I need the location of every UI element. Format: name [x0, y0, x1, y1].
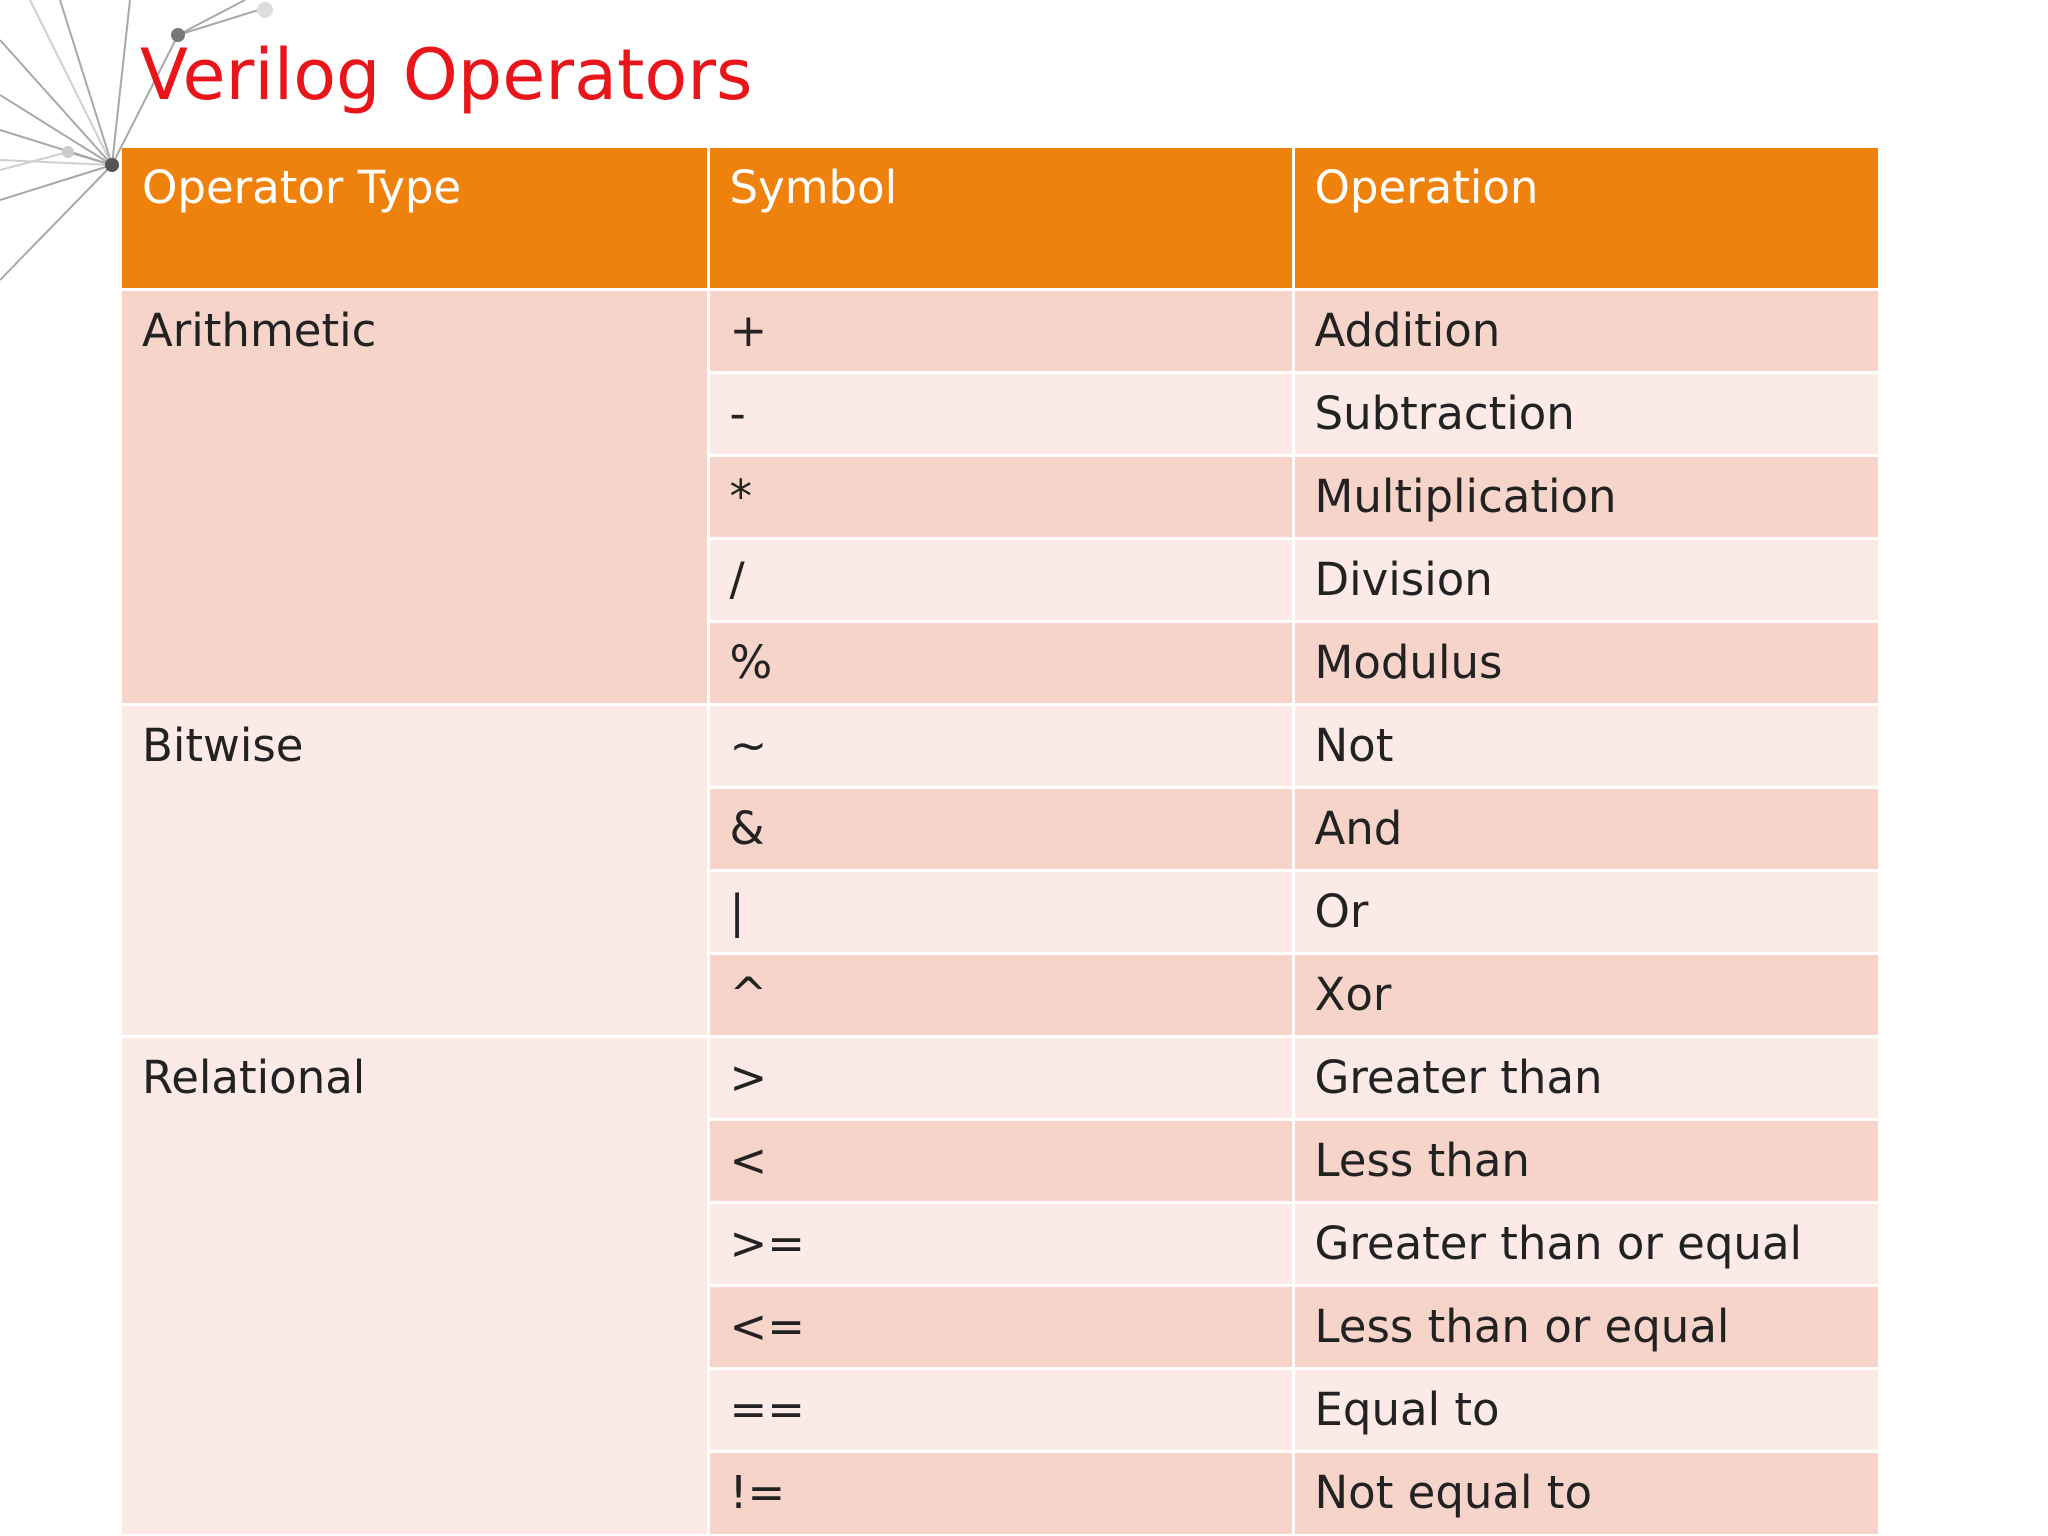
operator-type-arithmetic: Arithmetic: [122, 289, 708, 704]
operation-cell: Greater than: [1293, 1036, 1878, 1119]
slide-title: Verilog Operators: [140, 34, 753, 116]
operation-cell: Division: [1293, 538, 1878, 621]
symbol-cell: <=: [708, 1285, 1293, 1368]
symbol-cell: ==: [708, 1368, 1293, 1451]
operator-type-relational: Relational: [122, 1036, 708, 1534]
symbol-cell: +: [708, 289, 1293, 372]
symbol-cell: <: [708, 1119, 1293, 1202]
operation-cell: Or: [1293, 870, 1878, 953]
table-row: [122, 704, 1878, 787]
symbol-cell: &: [708, 787, 1293, 870]
symbol-cell: ^: [708, 953, 1293, 1036]
symbol-cell: -: [708, 372, 1293, 455]
operation-cell: And: [1293, 787, 1878, 870]
symbol-cell: |: [708, 870, 1293, 953]
operator-type-bitwise: Bitwise: [122, 704, 708, 1036]
symbol-cell: *: [708, 455, 1293, 538]
header-operation: Operation: [1293, 148, 1878, 289]
operation-cell: Multiplication: [1293, 455, 1878, 538]
operation-cell: Less than: [1293, 1119, 1878, 1202]
table-row: [122, 1036, 1878, 1119]
operation-cell: Not: [1293, 704, 1878, 787]
header-symbol: Symbol: [708, 148, 1293, 289]
symbol-cell: >=: [708, 1202, 1293, 1285]
operators-table: [122, 148, 1878, 1534]
operation-cell: Greater than or equal: [1293, 1202, 1878, 1285]
symbol-cell: %: [708, 621, 1293, 704]
operation-cell: Less than or equal: [1293, 1285, 1878, 1368]
operation-cell: Addition: [1293, 289, 1878, 372]
operation-cell: Modulus: [1293, 621, 1878, 704]
symbol-cell: /: [708, 538, 1293, 621]
symbol-cell: ~: [708, 704, 1293, 787]
table-header-row: [122, 148, 1878, 289]
operation-cell: Subtraction: [1293, 372, 1878, 455]
symbol-cell: !=: [708, 1451, 1293, 1534]
operation-cell: Not equal to: [1293, 1451, 1878, 1534]
table-row: [122, 289, 1878, 372]
symbol-cell: >: [708, 1036, 1293, 1119]
header-operator-type: Operator Type: [122, 148, 708, 289]
operation-cell: Equal to: [1293, 1368, 1878, 1451]
operation-cell: Xor: [1293, 953, 1878, 1036]
